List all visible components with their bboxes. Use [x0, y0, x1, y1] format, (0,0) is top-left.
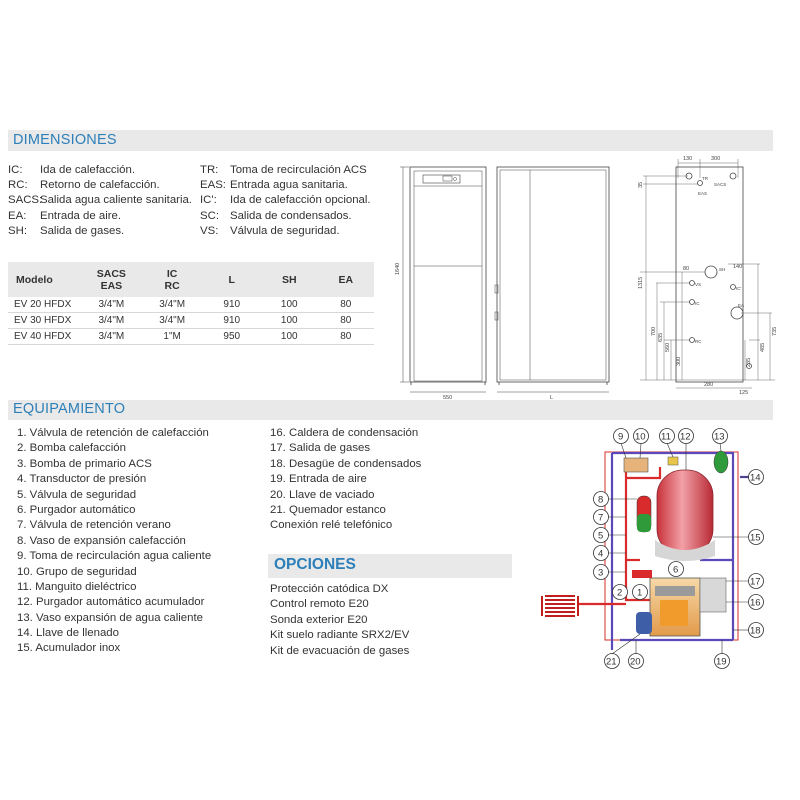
table-row — [8, 313, 374, 329]
table-cell: 3/4"M — [81, 297, 142, 313]
svg-text:9: 9 — [618, 431, 624, 443]
hot-water-tank — [657, 470, 713, 555]
callout-11 — [660, 429, 675, 444]
equipment-list-col1 — [17, 426, 211, 657]
list-item: 9. Toma de recirculación agua caliente — [17, 550, 212, 563]
callout-13 — [713, 429, 728, 444]
column-header: IC RC — [142, 262, 203, 297]
dim-235: 235 — [746, 357, 752, 367]
list-item: 16. Caldera de condensación — [270, 427, 419, 439]
column-header: SACS EAS — [81, 262, 142, 297]
label-eas: EAS — [698, 191, 708, 196]
abbr-row — [200, 163, 371, 178]
svg-text:2: 2 — [617, 587, 623, 599]
options-list — [270, 582, 409, 659]
svg-text:1: 1 — [637, 587, 643, 599]
equipment-list-col2 — [270, 426, 421, 534]
callout-7 — [594, 510, 609, 525]
svg-text:14: 14 — [750, 472, 761, 484]
list-item: 11. Manguito dieléctrico — [17, 580, 137, 593]
dim-width-front-label: 550 — [443, 395, 453, 400]
abbr-key: IC: — [8, 164, 23, 176]
callout-14 — [749, 470, 764, 485]
svg-text:11: 11 — [661, 431, 671, 443]
label-sh: SH — [719, 267, 726, 272]
table-cell: 100 — [261, 297, 318, 313]
abbr-row — [8, 163, 192, 178]
label-rc: RC — [695, 339, 702, 344]
abbr-desc: Entrada agua sanitaria. — [230, 179, 348, 192]
table-row — [8, 297, 374, 313]
callout-12 — [679, 429, 694, 444]
list-item: 2. Bomba calefacción — [17, 442, 126, 455]
label-ea: EA — [738, 303, 745, 308]
equipamiento-title: EQUIPAMIENTO — [13, 401, 126, 417]
callout-17 — [749, 574, 764, 589]
list-item: 1. Válvula de retención de calefacción — [17, 427, 209, 439]
table-cell: EV 20 HFDX — [8, 297, 81, 313]
table-cell: 3/4"M — [81, 313, 142, 329]
list-item: 7. Válvula de retención verano — [17, 519, 171, 532]
abbr-desc: Salida de gases. — [40, 224, 125, 237]
svg-text:16: 16 — [750, 597, 761, 609]
svg-text:13: 13 — [714, 431, 725, 443]
svg-text:4: 4 — [598, 548, 604, 560]
abbreviations-left — [8, 163, 192, 239]
list-item: 17. Salida de gases — [270, 442, 371, 455]
dim-560: 560 — [665, 342, 671, 352]
table-cell: 80 — [318, 313, 375, 329]
table-cell: EV 30 HFDX — [8, 313, 81, 329]
list-item: 19. Entrada de aire — [270, 473, 367, 486]
table-cell: 3/4"M — [142, 297, 203, 313]
boiler-top — [655, 586, 695, 596]
svg-text:15: 15 — [750, 532, 761, 544]
callout-8 — [594, 492, 609, 507]
safety-group — [624, 458, 648, 472]
side-view — [495, 167, 609, 385]
callout-21 — [605, 654, 620, 669]
callout-6 — [669, 562, 684, 577]
table-cell: 100 — [261, 329, 318, 345]
dim-700: 700 — [651, 326, 657, 336]
abbr-key: SH: — [8, 224, 27, 237]
gas-outlet-box — [700, 578, 726, 612]
table-cell: 1"M — [142, 329, 203, 345]
list-item: Kit suelo radiante SRX2/EV — [270, 629, 410, 642]
abbr-row — [8, 209, 192, 224]
abbr-desc: Entrada de aire. — [40, 209, 122, 222]
dielectric-sleeve — [668, 457, 678, 465]
abbr-row — [200, 178, 371, 193]
dim-300-top: 300 — [711, 156, 721, 162]
abbr-key: IC': — [200, 194, 217, 207]
table-cell: 3/4"M — [81, 329, 142, 345]
table-cell: 910 — [203, 313, 261, 329]
expansion-vessel-dhw — [714, 451, 728, 473]
abbr-key: RC: — [8, 179, 28, 192]
column-header: Modelo — [8, 262, 81, 297]
sealed-burner — [636, 612, 652, 634]
list-item: Kit de evacuación de gases — [270, 644, 410, 657]
dim-735: 735 — [772, 326, 778, 336]
abbr-row — [8, 224, 192, 239]
rear-view — [676, 167, 752, 382]
table-cell: 3/4"M — [142, 313, 203, 329]
abbr-key: TR: — [200, 164, 219, 176]
dim-1315: 1315 — [638, 276, 644, 289]
list-item: 15. Acumulador inox — [17, 642, 121, 655]
svg-text:8: 8 — [598, 494, 604, 506]
svg-text:7: 7 — [598, 512, 604, 524]
dim-80: 80 — [683, 266, 690, 272]
dim-125: 125 — [739, 390, 749, 396]
abbr-key: EA: — [8, 209, 27, 222]
label-ic-prime: IC' — [736, 286, 742, 291]
callout-5 — [594, 528, 609, 543]
dim-280: 280 — [704, 382, 714, 388]
label-ic: IC — [695, 301, 700, 306]
dim-35: 35 — [638, 181, 644, 188]
dim-300-side: 300 — [676, 356, 682, 366]
list-item: 21. Quemador estanco — [270, 503, 386, 516]
svg-text:20: 20 — [630, 656, 641, 668]
abbr-row — [200, 193, 371, 208]
column-header: L — [203, 262, 261, 297]
table-cell: 910 — [203, 297, 261, 313]
dimensiones-title: DIMENSIONES — [13, 132, 117, 148]
callout-19 — [715, 654, 730, 669]
dim-485: 485 — [760, 342, 766, 352]
front-view — [410, 167, 486, 385]
list-item: Conexión relé telefónico — [270, 519, 393, 532]
table-header-row — [8, 262, 374, 297]
dim-140: 140 — [733, 264, 743, 270]
heating-coil — [542, 596, 578, 616]
svg-text:10: 10 — [635, 431, 646, 443]
opciones-title: OPCIONES — [274, 556, 356, 573]
list-item: 12. Purgador automático acumulador — [17, 596, 205, 609]
hot-pipes — [578, 467, 660, 604]
svg-text:21: 21 — [606, 656, 617, 668]
dim-635: 635 — [658, 332, 664, 342]
abbr-key: SC: — [200, 209, 219, 222]
dim-height-label: 1640 — [395, 262, 401, 275]
table-row — [8, 329, 374, 345]
callout-15 — [749, 530, 764, 545]
abbr-row — [8, 193, 192, 208]
svg-text:19: 19 — [716, 656, 727, 668]
callout-20 — [629, 654, 644, 669]
callout-16 — [749, 595, 764, 610]
abbr-desc: Ida de calefacción opcional. — [230, 194, 371, 207]
list-item: Sonda exterior E20 — [270, 613, 368, 626]
abbr-desc: Toma de recirculación ACS — [230, 164, 367, 176]
callout-10 — [634, 429, 649, 444]
list-item: 3. Bomba de primario ACS — [17, 457, 152, 470]
dim-width-side-label: L — [550, 395, 554, 400]
primary-pump — [632, 570, 652, 578]
table-cell: 80 — [318, 329, 375, 345]
svg-text:6: 6 — [673, 564, 679, 576]
abbr-desc: Ida de calefacción. — [40, 164, 135, 176]
column-header: SH — [261, 262, 318, 297]
list-item: 10. Grupo de seguridad — [17, 565, 137, 578]
abbr-desc: Salida agua caliente sanitaria. — [40, 194, 192, 207]
callout-1 — [633, 585, 648, 600]
abbr-row — [8, 178, 192, 193]
list-item: 20. Llave de vaciado — [270, 488, 375, 501]
abbr-row — [200, 224, 371, 239]
svg-text:18: 18 — [750, 625, 761, 637]
dim-130: 130 — [683, 156, 693, 162]
table-cell: EV 40 HFDX — [8, 329, 81, 345]
callout-9 — [614, 429, 629, 444]
list-item: Protección catódica DX — [270, 583, 389, 595]
abbreviations-right — [200, 163, 371, 239]
models-table — [8, 262, 374, 345]
table-cell: 80 — [318, 297, 375, 313]
svg-text:12: 12 — [680, 431, 691, 443]
expansion-vessel-green — [637, 514, 651, 532]
dimension-drawings — [385, 150, 785, 400]
list-item: 18. Desagüe de condensados — [270, 457, 422, 470]
list-item: 8. Vaso de expansión calefacción — [17, 534, 186, 547]
svg-text:17: 17 — [750, 576, 761, 588]
list-item: 14. Llave de llenado — [17, 627, 119, 640]
svg-text:3: 3 — [598, 567, 604, 579]
callout-3 — [594, 565, 609, 580]
callout-2 — [613, 585, 628, 600]
svg-text:5: 5 — [598, 530, 604, 542]
abbr-row — [200, 209, 371, 224]
abbr-desc: Retorno de calefacción. — [40, 179, 160, 192]
boiler-flame — [660, 600, 688, 626]
callout-18 — [749, 623, 764, 638]
list-item: 6. Purgador automático — [17, 503, 136, 516]
dimensiones-header-band — [8, 130, 773, 151]
abbr-desc: Salida de condensados. — [230, 209, 352, 222]
list-item: Control remoto E20 — [270, 598, 369, 611]
label-tr: TR — [702, 176, 708, 181]
table-cell: 950 — [203, 329, 261, 345]
callout-4 — [594, 546, 609, 561]
abbr-key: EAS: — [200, 179, 226, 192]
equipment-schematic — [530, 420, 785, 680]
abbr-key: SACS: — [8, 194, 43, 207]
list-item: 4. Transductor de presión — [17, 473, 147, 486]
list-item: 13. Vaso expansión de agua caliente — [17, 611, 203, 624]
label-sacs: SACS — [714, 182, 727, 187]
column-header: EA — [318, 262, 375, 297]
abbr-key: VS: — [200, 224, 219, 237]
table-cell: 100 — [261, 313, 318, 329]
list-item: 5. Válvula de seguridad — [17, 488, 137, 501]
label-vs: VS — [695, 282, 702, 287]
abbr-desc: Válvula de seguridad. — [230, 224, 340, 237]
